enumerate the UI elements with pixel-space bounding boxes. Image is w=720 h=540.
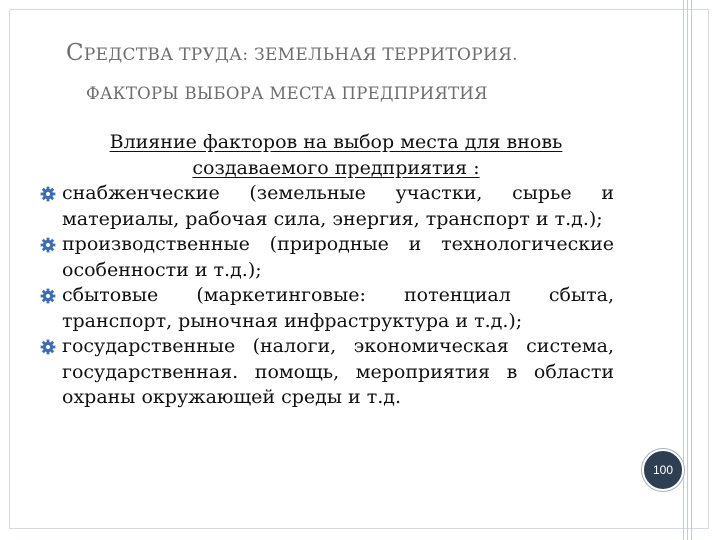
list-item: [40, 334, 614, 411]
gear-icon: [40, 339, 56, 355]
slide-title: [66, 40, 518, 66]
title-initial: С: [66, 40, 84, 66]
list-item-text: сбытовые (маркетинговые: потенциал сбыта, транспорт, рыночная инфраструктура и т.д.);: [62, 284, 614, 332]
intro-text: Влияние факторов на выбор места для вновь создаваемого предприятия :: [109, 131, 563, 179]
list-item: [40, 283, 614, 334]
list-item-text: снабженческие (земельные участки, сырье и материалы, рабочая сила, энергия, транспорт и т.д.);: [62, 182, 614, 230]
gear-icon: [40, 237, 56, 253]
gear-icon: [40, 288, 56, 304]
slide-body: [40, 130, 614, 411]
page-number-badge: 100: [642, 449, 684, 491]
title-text: РЕДСТВА ТРУДА: ЗЕМЕЛЬНАЯ ТЕРРИТОРИЯ.: [83, 45, 518, 65]
gear-icon: [40, 186, 56, 202]
side-decoration: [683, 0, 691, 540]
list-item: [40, 232, 614, 283]
slide-subtitle: ФАКТОРЫ ВЫБОРА МЕСТА ПРЕДПРИЯТИЯ: [86, 84, 488, 103]
list-item: [40, 181, 614, 232]
list-item-text: производственные (природные и технологические особенности и т.д.);: [62, 233, 614, 281]
list-item-text: государственные (налоги, экономическая система, государственная. помощь, мероприятия в области охраны окружающей среды и т.д.: [62, 335, 614, 408]
